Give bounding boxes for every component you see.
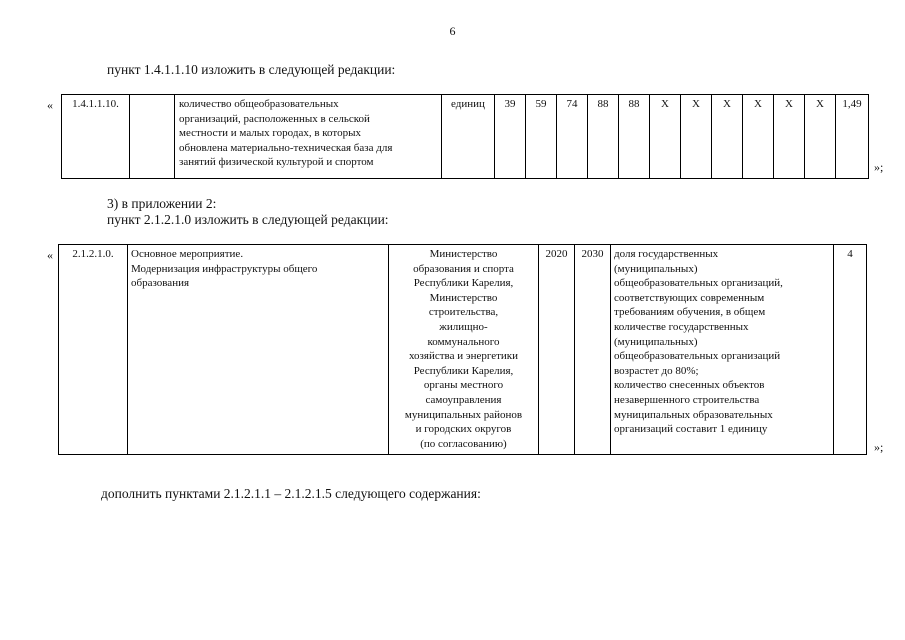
executor-line: образования и спорта [413, 262, 514, 275]
activity-code: 2.1.2.1.0. [59, 245, 128, 455]
indicator-value: X [743, 95, 774, 179]
executor-line: Республики Карелия, [413, 364, 514, 377]
activity-name [128, 245, 389, 455]
indicator-name-line: местности и малых городах, в которых [179, 127, 361, 140]
executor-line: Министерство [429, 291, 498, 304]
indicator-name-line: количество общеобразовательных [179, 98, 339, 110]
paragraph-amend-2-1-2-1-0: пункт 2.1.2.1.0 изложить в следующей редакции: [107, 212, 389, 227]
activity-name-line: Основное мероприятие. [131, 248, 244, 260]
result-line: организаций составит 1 единицу [614, 423, 768, 436]
close-quote-2: »; [874, 440, 884, 454]
result-line: (муниципальных) [614, 262, 698, 275]
activity-executor [389, 245, 539, 455]
result-line: общеобразовательных организаций, [614, 277, 783, 290]
paragraph-amend-1-4-1-1-10: пункт 1.4.1.1.10 изложить в следующей редакции: [107, 62, 396, 77]
activity-start-year: 2020 [539, 245, 575, 455]
indicator-value: X [774, 95, 805, 179]
executor-line: (по согласованию) [420, 437, 507, 450]
result-line: (муниципальных) [614, 335, 698, 348]
indicator-value: X [681, 95, 712, 179]
activity-table [58, 244, 867, 455]
table-row [59, 245, 867, 455]
indicator-value: 88 [588, 95, 619, 179]
indicator-name-line: занятий физической культурой и спортом [179, 156, 374, 169]
indicator-value: 88 [619, 95, 650, 179]
result-line: незавершенного строительства [614, 393, 760, 406]
result-line: возрастет до 80%; [614, 364, 699, 377]
paragraph-add-items: дополнить пунктами 2.1.2.1.1 – 2.1.2.1.5 следующего содержания: [101, 486, 481, 501]
indicator-value: X [712, 95, 743, 179]
indicator-value: X [650, 95, 681, 179]
open-quote-1: « [47, 98, 53, 112]
result-line: количестве государственных [614, 320, 749, 333]
executor-line: Министерство [429, 248, 498, 260]
indicator-name [175, 95, 442, 179]
executor-line: Республики Карелия, [413, 277, 514, 290]
indicator-blank-cell [130, 95, 175, 179]
activity-end-year: 2030 [575, 245, 611, 455]
executor-line: хозяйства и энергетики [408, 350, 519, 363]
result-line: соответствующих современным [614, 291, 765, 304]
activity-name-line: образования [131, 277, 190, 290]
indicator-value: 39 [495, 95, 526, 179]
result-line: количество снесенных объектов [614, 379, 765, 392]
result-line: общеобразовательных организаций [614, 350, 781, 363]
indicator-name-line: организаций, расположенных в сельской [179, 112, 370, 125]
executor-line: строительства, [428, 306, 499, 319]
result-line: требованиям обучения, в общем [614, 306, 766, 319]
table-row [62, 95, 869, 179]
indicator-value: 74 [557, 95, 588, 179]
indicator-name-line: обновлена материально-техническая база для [179, 141, 393, 154]
executor-line: коммунального [427, 335, 500, 348]
result-line: муниципальных образовательных [614, 408, 773, 421]
indicator-value: X [805, 95, 836, 179]
executor-line: и городских округов [415, 423, 512, 436]
page-number: 6 [449, 24, 456, 38]
activity-result [611, 245, 834, 455]
executor-line: самоуправления [425, 393, 502, 406]
activity-name-line: Модернизация инфраструктуры общего [131, 262, 318, 275]
executor-line: муниципальных районов [404, 408, 523, 421]
paragraph-appendix-2: 3) в приложении 2: [107, 196, 217, 211]
executor-line: органы местного [423, 379, 504, 392]
result-line: доля государственных [614, 248, 719, 260]
indicator-value: 59 [526, 95, 557, 179]
open-quote-2: « [47, 248, 53, 262]
indicator-table [61, 94, 869, 179]
executor-line: жилищно- [439, 320, 488, 333]
indicator-last-value: 1,49 [836, 95, 869, 179]
close-quote-1: »; [874, 160, 884, 174]
indicator-code: 1.4.1.1.10. [62, 95, 130, 179]
indicator-unit: единиц [442, 95, 495, 179]
activity-indicator-link: 4 [834, 245, 867, 455]
